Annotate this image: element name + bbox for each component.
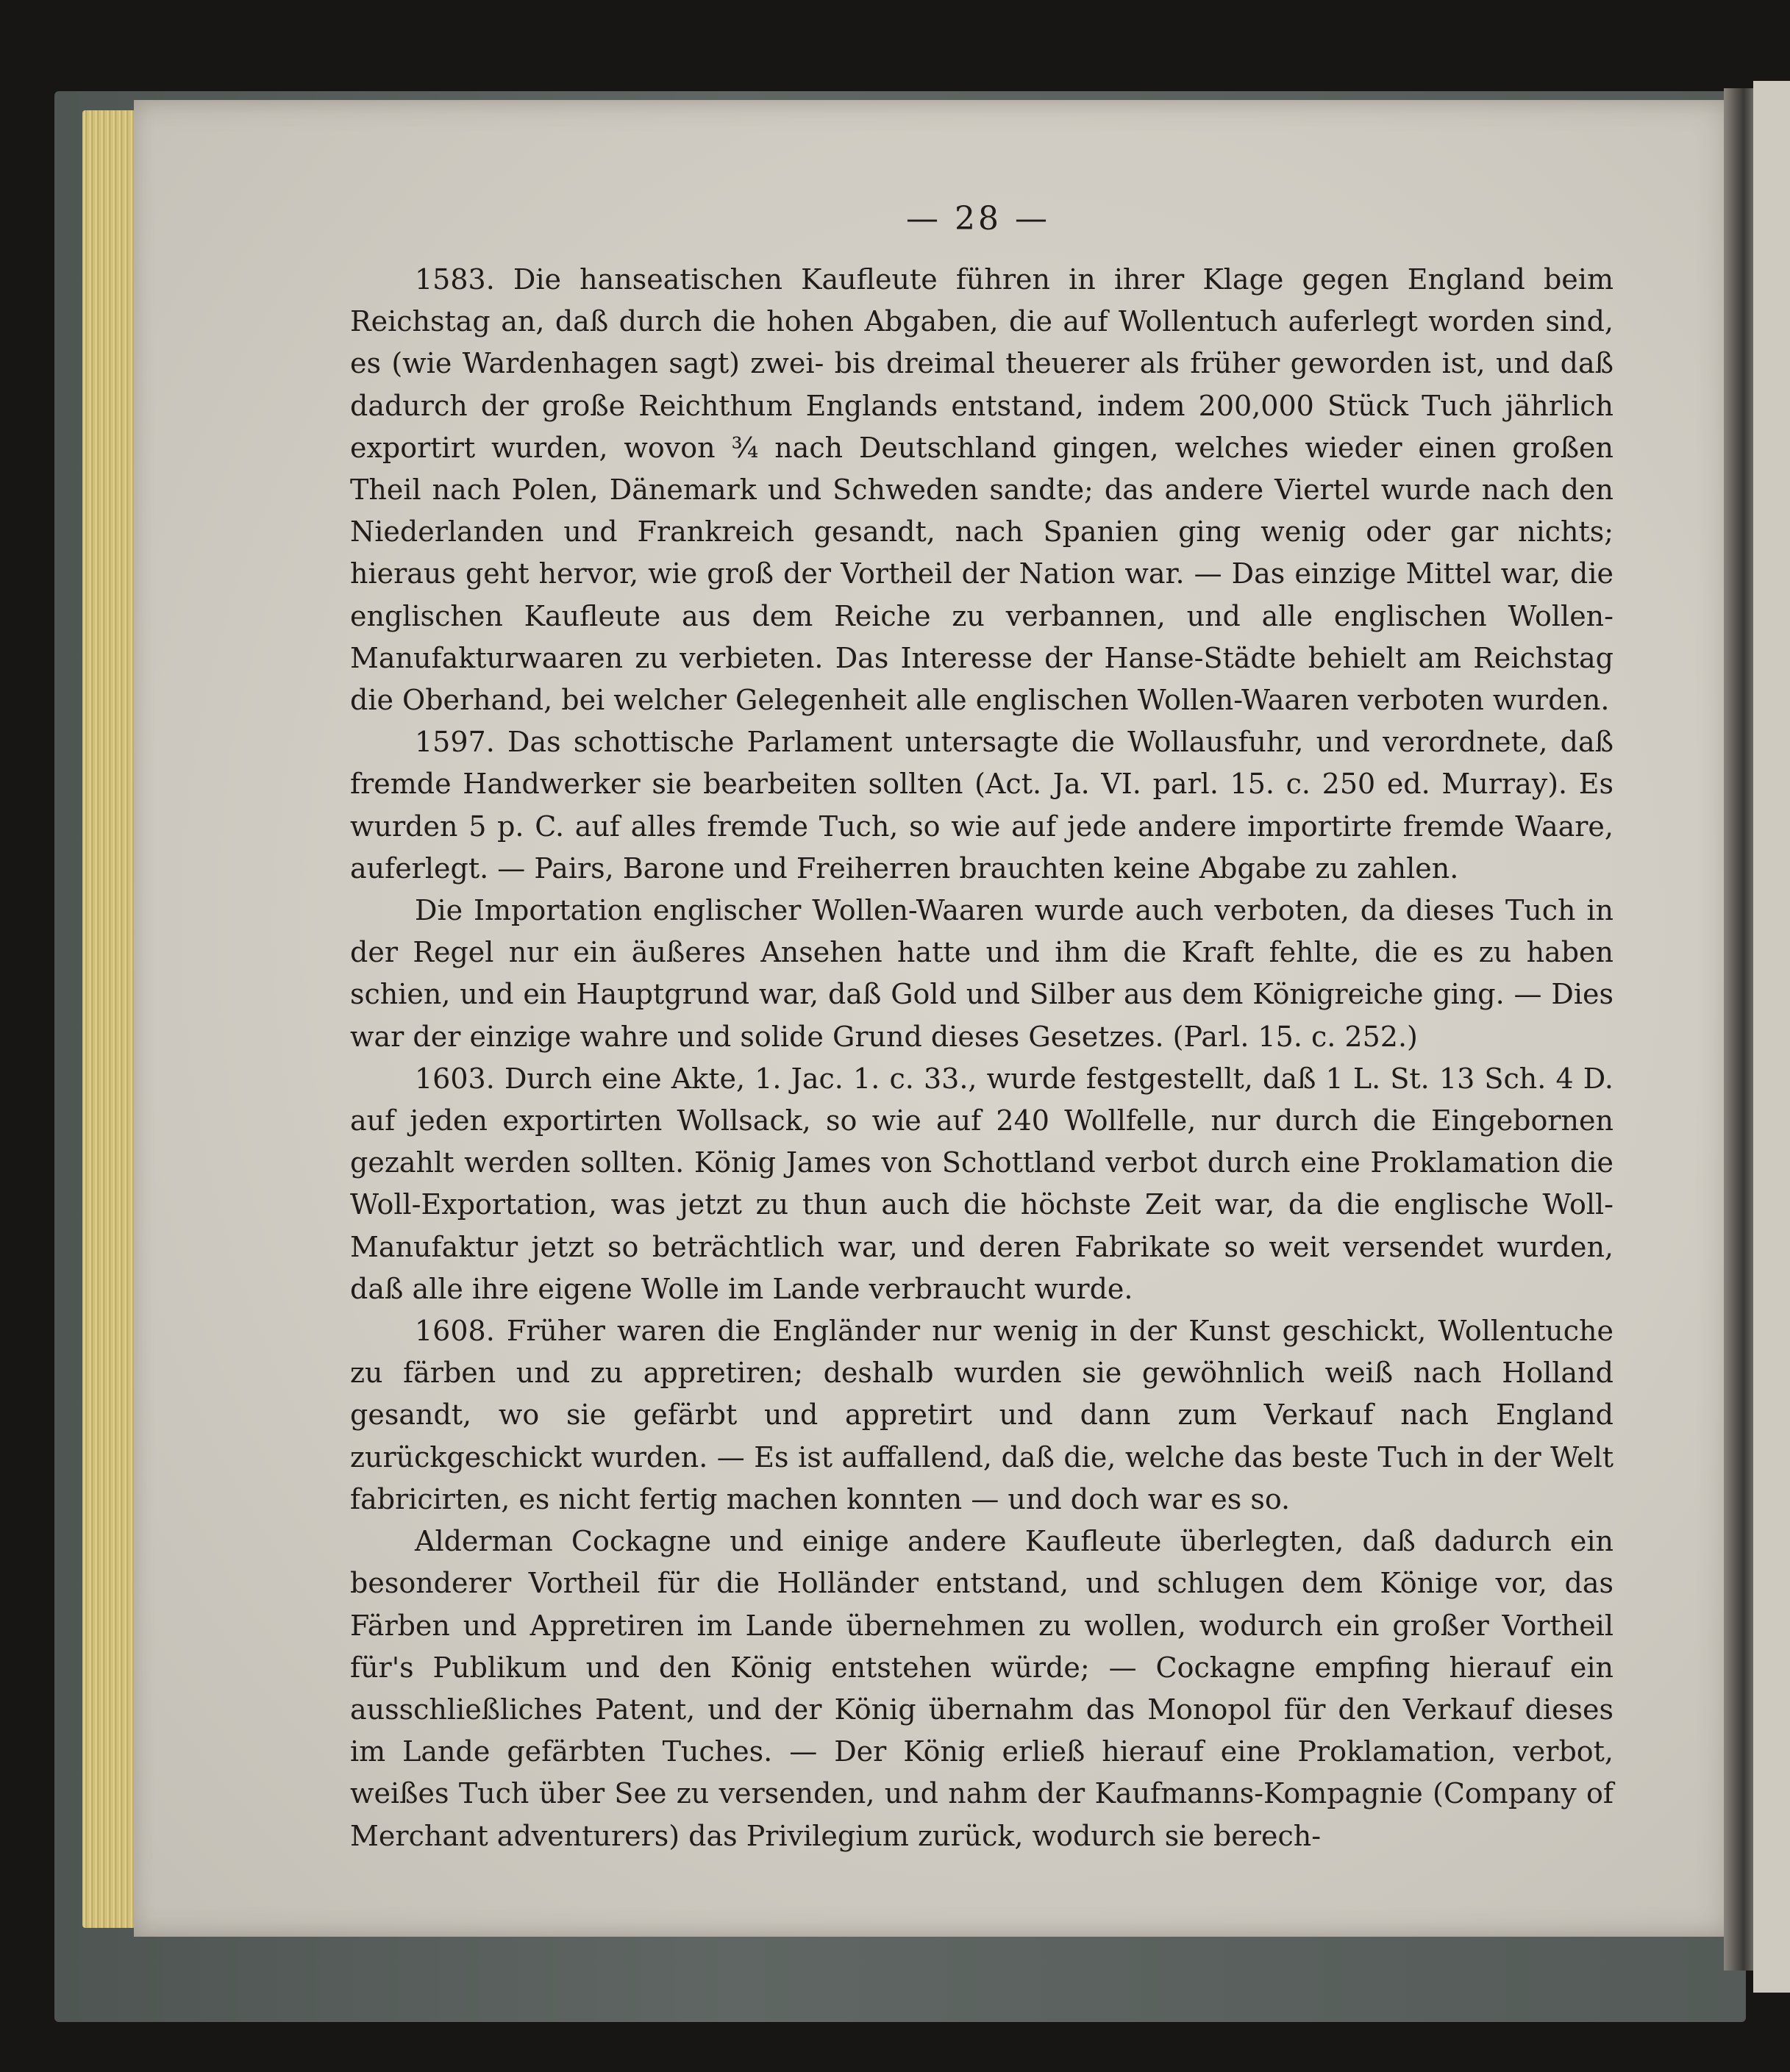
body-text xyxy=(350,259,1614,1857)
paragraph-1603: 1603. Durch eine Akte, 1. Jac. 1. c. 33., wurde festgestellt, daß 1 L. St. 13 Sch. 4 D. auf jeden exportirten Wollsack, so wie auf 240 Wollfelle, nur durch die Eingebornen gezahlt werden sollten. König James von Schottland verbot durch eine Proklamation die Woll-Exportation, was jetzt zu thun auch die höchste Zeit war, da die englische Woll-Manufaktur jetzt so beträchtlich war, und deren Fabrikate so weit versendet wurden, daß alle ihre eigene Wolle im Lande verbraucht wurde. xyxy=(350,1062,1614,1305)
paragraph-importation: Die Importation englischer Wollen-Waaren wurde auch verboten, da dieses Tuch in der Regel nur ein äußeres Ansehen hatte und ihm die Kraft fehlte, die es zu haben schien, und ein Hauptgrund war, daß Gold und Silber aus dem Königreiche ging. — Dies war der einzige wahre und solide Grund dieses Gesetzes. (Parl. 15. c. 252.) xyxy=(350,894,1614,1053)
paragraph-1608: 1608. Früher waren die Engländer nur wenig in der Kunst geschickt, Wollentuche zu färben und zu appretiren; deshalb wurden sie gewöhnlich weiß nach Holland gesandt, wo sie gefärbt und appretirt und dann zum Verkauf nach England zurückgeschickt wurden. — Es ist auffallend, daß die, welche das beste Tuch in der Welt fabricirten, es nicht fertig machen konnten — und doch war es so. xyxy=(350,1315,1614,1515)
paragraph-1597: 1597. Das schottische Parlament untersagte die Wollausfuhr, und verordnete, daß fremde Handwerker sie bearbeiten sollten (Act. Ja. VI. parl. 15. c. 250 ed. Murray). Es wurden 5 p. C. auf alles fremde Tuch, so wie auf jede andere importirte fremde Waare, auferlegt. — Pairs, Barone und Freiherren brauchten keine Abgabe zu zahlen. xyxy=(350,726,1614,885)
paragraph-1583: 1583. Die hanseatischen Kaufleute führen in ihrer Klage gegen England beim Reichstag an, daß durch die hohen Abgaben, die auf Wollentuch auferlegt worden sind, es (wie Wardenhagen sagt) zwei- bis dreimal theuerer als früher geworden ist, und daß dadurch der große Reichthum Englands entstand, indem 200,000 Stück Tuch jährlich exportirt wurden, wovon ¾ nach Deutschland gingen, welches wieder einen großen Theil nach Polen, Dänemark und Schweden sandte; das andere Viertel wurde nach den Niederlanden und Frankreich gesandt, nach Spanien ging wenig oder gar nichts; hieraus geht hervor, wie groß der Vortheil der Nation war. — Das einzige Mittel war, die englischen Kaufleute aus dem Reiche zu verbannen, und alle englischen Wollen-Manufakturwaaren zu verbieten. Das Interesse der Hanse-Städte behielt am Reichstag die Oberhand, bei welcher Gelegenheit alle englischen Wollen-Waaren verboten wurden. xyxy=(350,263,1614,717)
paragraph-cockagne: Alderman Cockagne und einige andere Kaufleute überlegten, daß dadurch ein besonderer Vortheil für die Holländer entstand, und schlugen dem Könige vor, das Färben und Appretiren im Lande übernehmen zu wollen, wodurch ein großer Vortheil für's Publikum und den König entstehen würde; — Cockagne empfing hierauf ein ausschließliches Patent, und der König übernahm das Monopol für den Verkauf dieses im Lande gefärbten Tuches. — Der König erließ hierauf eine Proklamation, verbot, weißes Tuch über See zu versenden, und nahm der Kaufmanns-Kompagnie (Company of Merchant adventurers) das Privilegium zurück, wodurch sie berech- xyxy=(350,1525,1614,1852)
page-edges xyxy=(82,110,140,1928)
facing-page-edge xyxy=(1753,81,1790,1993)
page-number: — 28 — xyxy=(906,200,1050,237)
